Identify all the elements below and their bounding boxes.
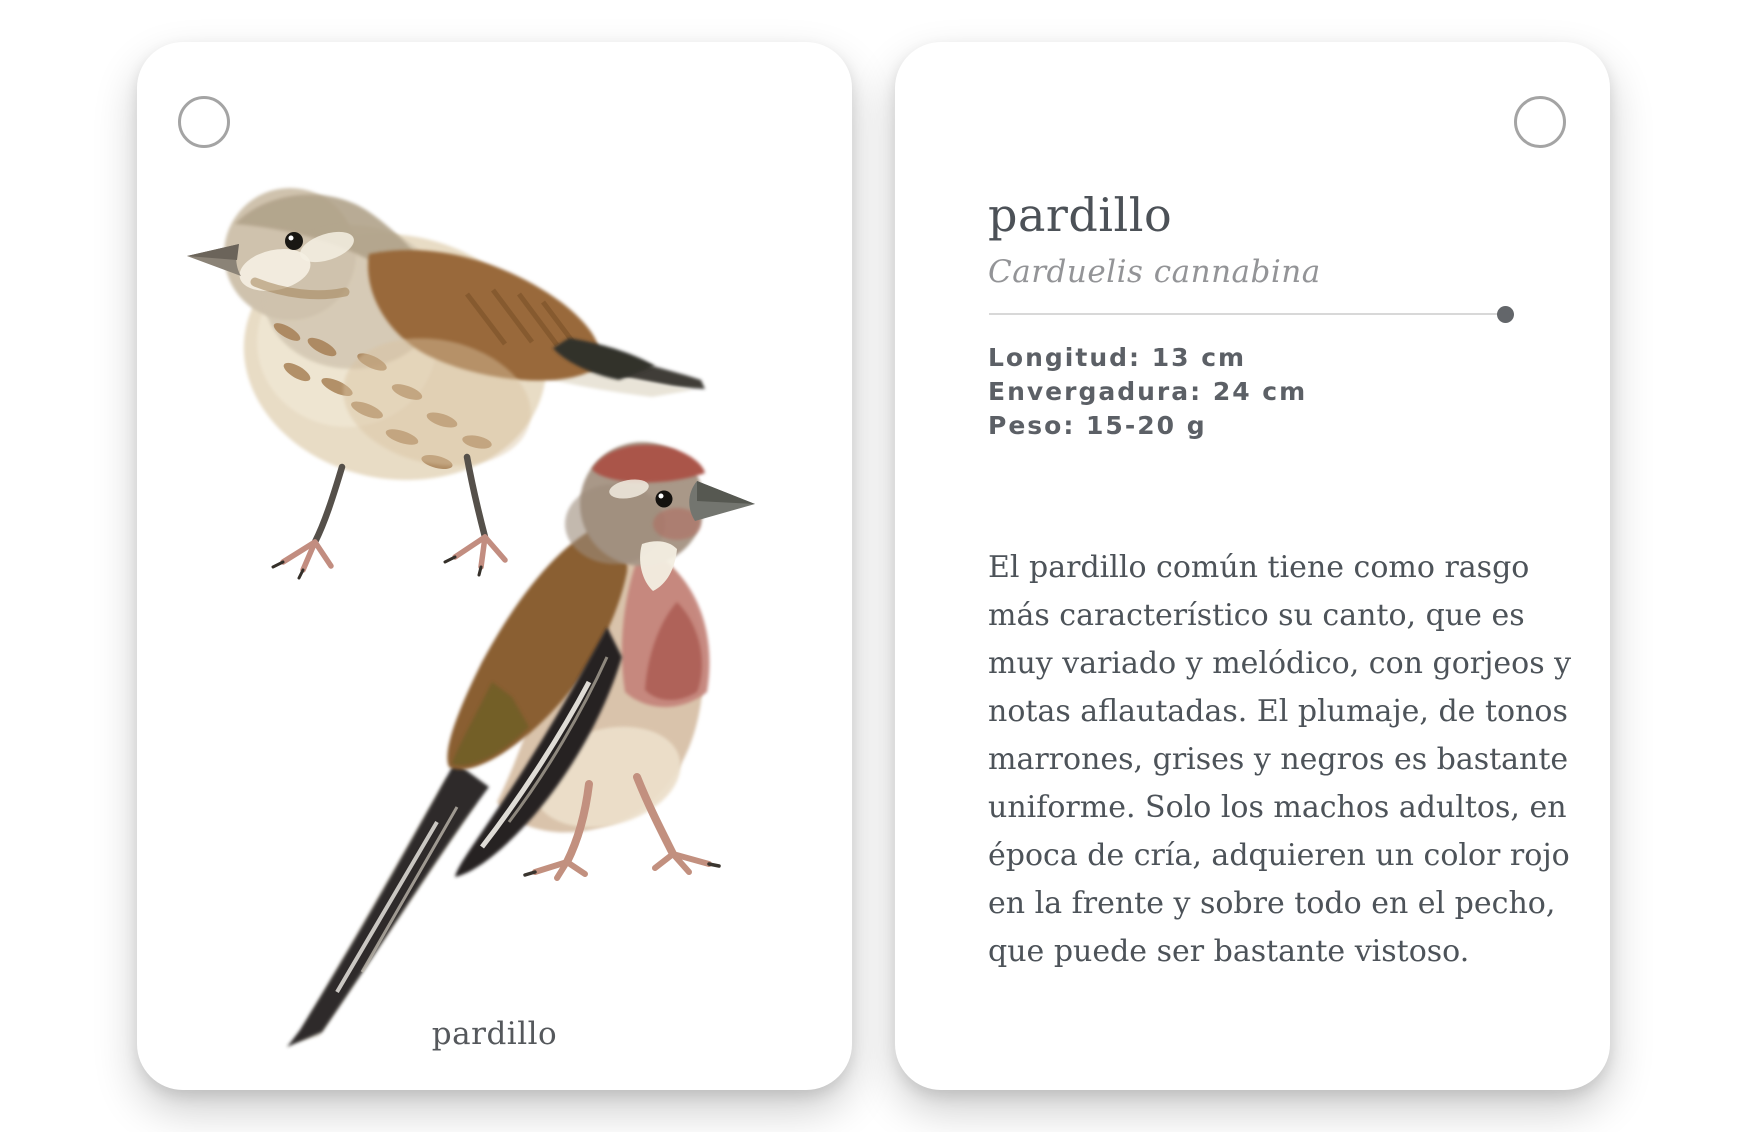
description-line: época de cría, adquieren un color rojo <box>988 838 1570 873</box>
description-line: marrones, grises y negros es bastante <box>988 742 1569 777</box>
description-line: El pardillo común tiene como rasgo <box>988 550 1530 585</box>
description-line: en la frente y sobre todo en el pecho, <box>988 886 1556 921</box>
description-line: que puede ser bastante vistoso. <box>988 934 1470 969</box>
description-line: más característico su canto, que es <box>988 598 1525 633</box>
stat-line: Longitud: 13 cm <box>988 343 1247 372</box>
description-line: uniforme. Solo los machos adultos, en <box>988 790 1567 825</box>
flashcard-back <box>895 42 1610 1090</box>
scientific-name: Carduelis cannabina <box>988 254 1321 290</box>
description-line: muy variado y melódico, con gorjeos y <box>988 646 1572 681</box>
species-title: pardillo <box>988 188 1173 242</box>
stats-list <box>988 341 1307 443</box>
divider-line <box>989 313 1505 315</box>
male-linnet-illustration <box>287 442 755 1047</box>
description-line: notas aflautadas. El plumaje, de tonos <box>988 694 1568 729</box>
divider-dot <box>1497 306 1514 323</box>
flashcard-front <box>137 42 852 1090</box>
front-card-species-label: pardillo <box>431 1016 558 1052</box>
punch-hole <box>1514 96 1566 148</box>
stat-line: Peso: 15-20 g <box>988 411 1207 440</box>
stat-line: Envergadura: 24 cm <box>988 377 1308 406</box>
species-description <box>988 544 1571 976</box>
linnet-watercolor-illustration <box>137 42 852 1090</box>
